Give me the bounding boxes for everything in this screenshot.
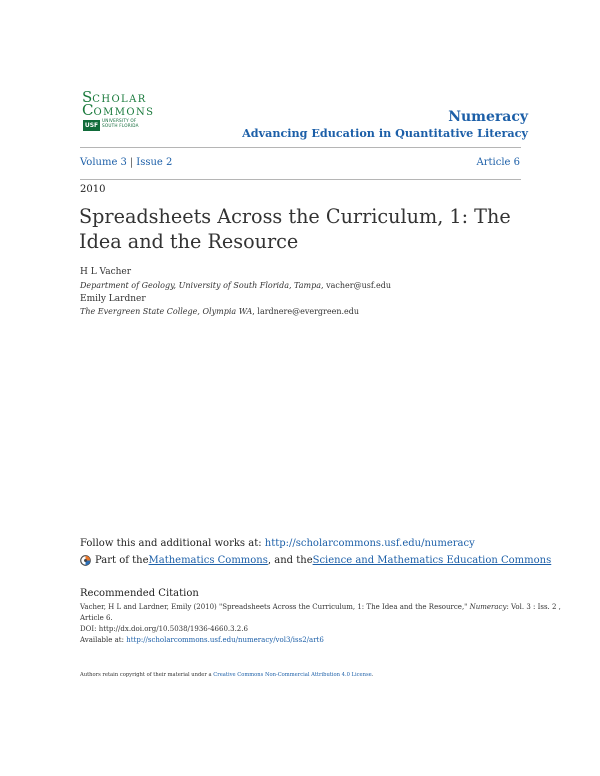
citation-available-at: Available at: http://scholarcommons.usf.edu/numeracy/vol3/iss2/art6 (80, 636, 324, 644)
scholar-commons-logo[interactable] (81, 88, 161, 136)
journal-subtitle: Advancing Education in Quantitative Literacy (242, 126, 528, 140)
science-math-education-commons-link[interactable]: Science and Mathematics Education Commons (312, 555, 552, 566)
article-number-link[interactable]: Article 6 (476, 157, 520, 168)
rights-statement: Authors retain copyright of their material under a Creative Commons Non-Commercial Attribution 4.0 License. (80, 672, 374, 678)
part-of-line: Part of the Mathematics Commons , and the Science and Mathematics Education Commons (80, 555, 551, 566)
mathematics-commons-link[interactable]: Mathematics Commons (148, 555, 268, 566)
license-link[interactable]: Creative Commons Non-Commercial Attribution 4.0 License (213, 672, 372, 678)
volume-issue-line (80, 157, 172, 168)
article-title: Spreadsheets Across the Curriculum, 1: The Idea and the Resource (79, 205, 511, 253)
header-divider-bottom (80, 179, 521, 180)
journal-name-link[interactable]: Numeracy (448, 109, 528, 125)
issue-link[interactable]: Issue 2 (136, 157, 173, 168)
follow-line: Follow this and additional works at: http://scholarcommons.usf.edu/numeracy (80, 538, 475, 549)
publication-year: 2010 (80, 184, 106, 195)
author-affiliation: Department of Geology, University of South Florida, Tampa, vacher@usf.edu (80, 281, 392, 290)
volume-link[interactable]: Volume 3 (80, 157, 127, 168)
recommended-citation-heading: Recommended Citation (80, 588, 199, 599)
header-divider-top (80, 147, 521, 148)
volume-issue-separator: | (129, 157, 134, 168)
logo-university-text: UNIVERSITY OF SOUTH FLORIDA (102, 118, 139, 128)
citation-line: Article 6. (80, 614, 113, 622)
logo-commons-text: COMMONS (82, 101, 155, 119)
author-name: Emily Lardner (80, 294, 146, 304)
author-affiliation: The Evergreen State College, Olympia WA, lardnere@evergreen.edu (80, 307, 360, 316)
commons-network-icon (80, 555, 91, 566)
author-email: , lardnere@evergreen.edu (252, 307, 360, 316)
citation-doi: DOI: http://dx.doi.org/10.5038/1936-4660.3.2.6 (80, 625, 248, 633)
article-url-link[interactable]: http://scholarcommons.usf.edu/numeracy/vol3/iss2/art6 (126, 636, 324, 644)
author-name: H L Vacher (80, 267, 132, 277)
author-email: , vacher@usf.edu (321, 281, 392, 290)
usf-badge: USF (84, 122, 99, 129)
logo-scholar-text: SCHOLAR (82, 88, 147, 106)
citation-line: Vacher, H L and Lardner, Emily (2010) "Spreadsheets Across the Curriculum, 1: The Idea and the Resource," Numeracy: Vol. 3 : Iss. 2 , (80, 603, 561, 611)
collection-url-link[interactable]: http://scholarcommons.usf.edu/numeracy (264, 538, 475, 549)
